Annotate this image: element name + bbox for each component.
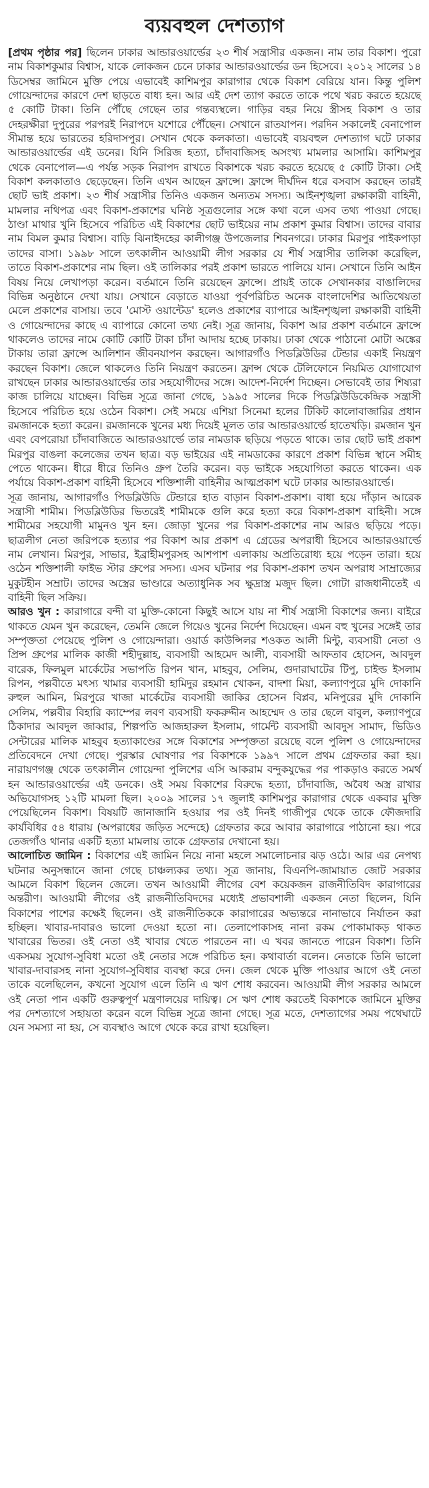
article-headline: ব্যয়বহুল দেশত্যাগ <box>144 15 285 37</box>
paragraph-text: সূত্র জানায়, আগারগাঁও পিডব্লিউডি টেন্ডারে হাত বাড়ান বিকাশ-প্রকাশ। বাধা হয়ে দাঁড়ান আরেক সন্ত্রাসী শামীম। পিডব্লিউডির ভিতরেই শামীমকে গুলি করে হত্যা করে বিকাশ-প্রকাশ বাহিনী। সঙ্গে শামীমের সহযোগী মামুনও খুন হন। জোড়া খুনের পর বিকাশ-প্রকাশের নাম আরও ছড়িয়ে পড়ে। ছাত্রলীগ নেতা জরিপকে হত্যার পর বিকাশ আর প্রকাশ এ গ্রেডের অপরাধী হিসেবে আন্ডারওয়ার্ল্ডে নাম লেখান। মিরপুর, সাভার, ইব্রাহীমপুরসহ আশপাশ এলাকায় অপ্রতিরোধ্য হয়ে পড়েন তারা। হয়ে ওঠেন শক্তিশালী ফাইভ স্টার গ্রুপের সদস্য। এসব ঘটনার পর বিকাশ-প্রকাশ তখন অপরাধ সাম্রাজ্যের মুকুটহীন সম্রাট। তাদের অস্ত্রের ভাণ্ডারে অত্যাধুনিক সব ক্ষুদ্রাস্ত্র মজুদ ছিল। গোটা রাজধানীতেই এ বাহিনী ছিল সক্রিয়। <box>8 491 421 605</box>
continuation-label: [প্রথম পৃষ্ঠার পর] <box>8 47 82 59</box>
paragraph-tender <box>8 491 421 606</box>
paragraph-text: ছিলেন ঢাকার আন্ডারওয়ার্ল্ডের ২৩ শীর্ষ সন্ত্রাসীর একজন। নাম তার বিকাশ। পুরো নাম বিকাশকুমার বিশ্বাস, যাকে লোকজন চেনে ঢাকার আন্ডারওয়ার্ল্ডের ডন হিসেবে। ২০১২ সালের ১৪ ডিসেম্বর জামিনে মুক্তি পেয়ে এভাবেই কাশিমপুর কারাগার থেকে বিকাশ বেরিয়ে যান। কিন্তু পুলিশ গোয়েন্দাদের কারণে দেশ ছাড়তে বাধ্য হন। আর এই দেশ ত্যাগ করতে তাকে পথে খরচ করতে হয়েছে ৫ কোটি টাকা। তিনি পৌঁছে গেছেন তার গন্তব্যস্থলে। গাড়ির বহর নিয়ে স্ত্রীসহ বিকাশ ও তার দেহরক্ষীরা দুপুরের পরপরই নিরাপদে যশোরে পৌঁছেন। সেখানে রাতযাপন। পরদিন সকালেই বেনাপোল সীমান্ত হয়ে ভারতের হরিদাসপুর। সেখান থেকে কলকাতা। এভাবেই ব্যয়বহুল দেশত্যাগ ঘটে ঢাকার আন্ডারওয়ার্ল্ডের এই ডনের। যিনি সিরিজ হত্যা, চাঁদাবাজিসহ অসংখ্য মামলার আসামি। কাশিমপুর থেকে বেনাপোল—এ পর্যন্ত সড়ক নিরাপদ রাখতে বিকাশকে খরচ করতে হয়েছে ৫ কোটি টাকা। সেই বিকাশ কলকাতাও ছেড়েছেন। তিনি এখন আছেন ফ্রান্সে। ফ্রান্সে দীর্ঘদিন ধরে বসবাস করছেন তারই ছোট ভাই প্রকাশ। ২৩ শীর্ষ সন্ত্রাসীর তিনিও একজন অন্যতম সদস্য। আইনশৃঙ্খলা রক্ষাকারী বাহিনী, মামলার নথিপত্র এবং বিকাশ-প্রকাশের ঘনিষ্ঠ সূত্রগুলোর সঙ্গে কথা বলে এসব তথ্য পাওয়া গেছে। ঠাণ্ডা মাথার খুনি হিসেবে পরিচিত এই বিকাশের ছোট ভাইয়ের নাম প্রকাশ কুমার বিশ্বাস। তাদের বাবার নাম বিমল কুমার বিশ্বাস। বাড়ি ঝিনাইদহের কালীগঞ্জ উপজেলার শিবনগরে। ঢাকার মিরপুর পাইকপাড়া তাদের বাসা। ১৯৯৮ সালে তৎকালীন আওয়ামী লীগ সরকার যে শীর্ষ সন্ত্রাসীর তালিকা করেছিল, তাতে বিকাশ-প্রকাশের নাম ছিল। ওই তালিকার পরই প্রকাশ ভারতে পালিয়ে যান। সেখানে তিনি আইন বিষয় নিয়ে লেখাপড়া করেন। বর্তমানে তিনি রয়েছেন ফ্রান্সে। প্রায়ই তাকে সেখানকার বাঙালিদের বিভিন্ন অনুষ্ঠানে দেখা যায়। সেখানে বেড়াতে যাওয়া পূর্বপরিচিত অনেক বাংলাদেশির আতিথেয়তা মেলে প্রকাশের বাসায়। তবে 'মোস্ট ওয়ান্টেড' হলেও প্রকাশের ব্যাপারে আইনশৃঙ্খলা রক্ষাকারী বাহিনী ও গোয়েন্দাদের কাছে এ ব্যাপারে কোনো তথ্য নেই। সূত্র জানায়, বিকাশ আর প্রকাশ বর্তমানে ফ্রান্সে থাকলেও তাদের নামে কোটি কোটি টাকা চাঁদা আদায় হচ্ছে ঢাকায়। ঢাকা থেকে পাঠানো মোটা অঙ্কের টাকায় তারা ফ্রান্সে আলিশান জীবনযাপন করছেন। আগারগাঁও পিডব্লিউডির টেন্ডার একাই নিয়ন্ত্রণ করছেন বিকাশ। জেলে থাকলেও তিনি নিয়ন্ত্রণ করতেন। ফ্রান্স থেকে টেলিফোনে নিয়মিত যোগাযোগ রাখছেন ঢাকার আন্ডারওয়ার্ল্ডের তার সহযোগীদের সঙ্গে। আদেশ-নির্দেশ দিচ্ছেন। সেভাবেই তার শিষ্যরা কাজ চালিয়ে যাচ্ছেন। বিভিন্ন সূত্রে জানা গেছে, ১৯৯৫ সালের দিকে পিডব্লিউডিকেন্দ্রিক সন্ত্রাসী হিসেবে পরিচিত হয়ে ওঠেন বিকাশ। সেই সময়ে এশিয়া সিনেমা হলের টিকিট কালোবাজারির প্রধান রমজানকে হত্যা করেন। রমজানকে খুনের মধ্য দিয়েই মূলত তার আন্ডারওয়ার্ল্ডে হাতেখড়ি। রমজান খুন এবং বেপরোয়া চাঁদাবাজিতে আন্ডারওয়ার্ল্ডে তার নামডাক ছড়িয়ে পড়তে থাকে। তার ছোট ভাই প্রকাশ মিরপুর বাঙলা কলেজের তখন ছাত্র। বড় ভাইয়ের এই নামডাকের কারণে প্রকাশ বিভিন্ন স্থানে সমীহ পেতে থাকেন। ধীরে ধীরে তিনিও গ্রুপ তৈরি করেন। বড় ভাইকে সহযোগিতা করতে থাকেন। এক পর্যায়ে বিকাশ-প্রকাশ বাহিনী হিসেবে শক্তিশালী বাহিনীর আত্মপ্রকাশ ঘটে ঢাকার আন্ডারওয়ার্ল্ডে। <box>8 47 421 490</box>
article-body <box>8 46 421 1036</box>
subhead-discussed-bail: আলোচিত জামিন : <box>8 850 91 863</box>
paragraph-more-murders <box>8 605 421 849</box>
paragraph-text: কারাগারে বন্দী বা মুক্তি-কোনো কিছুই আসে যায় না শীর্ষ সন্ত্রাসী বিকাশের জন্য। বাইরে থাকতে যেমন খুন করেছেন, তেমনি জেলে গিয়েও খুনের নির্দেশ দিয়েছেন। এমন বহু খুনের সঙ্গেই তার সম্পৃক্ততা পেয়েছে পুলিশ ও গোয়েন্দারা। ওয়ার্ড কাউন্সিলর শওকত আলী মিন্টু, ব্যবসায়ী নেতা ও প্রিন্স গ্রুপের মালিক কাজী শহীদুল্লাহ, ব্যবসায়ী আহমেদ আলী, ব্যবসায়ী আফতাব হোসেন, আবদুল বারেক, ফিলমুল মার্কেটের সভাপতি রিপন খান, মাহবুব, সেলিম, গুদারাঘাটের টিপু, চাইল্ড ইসলাম রিপন, পল্লবীতে মৎস্য খামার ব্যবসায়ী হামিদুর রহমান খোকন, বাদশা মিয়া, কল্যাণপুরে মুদি দোকানি রুহুল আমিন, মিরপুরে খাজা মার্কেটের ব্যবসায়ী জাকির হোসেন বিপ্লব, মনিপুরের মুদি দোকানি সেলিম, পল্লবীর বিহারি ক্যাম্পের লবণ ব্যবসায়ী ফকরুদ্দীন আহম্মেদ ও তার ছেলে বাবুল, কল্যাণপুরে ঠিকাদার আবদুল জাব্বার, শিল্পপতি আজহারুল ইসলাম, গার্মেন্ট ব্যবসায়ী আবদুস সামাদ, ভিডিও সেন্টারের মালিক মাহবুব হত্যাকাণ্ডের সঙ্গে বিকাশের সম্পৃক্ততা রয়েছে বলে পুলিশ ও গোয়েন্দাদের প্রতিবেদনে দেখা গেছে। পুরস্কার ঘোষণার পর বিকাশকে ১৯৯৭ সালে প্রথম গ্রেফতার করা হয়। নারায়ণগঞ্জ থেকে তৎকালীন গোয়েন্দা পুলিশের এসি আকরাম বন্দুকযুদ্ধের পর পাকড়াও করতে সমর্থ হন আন্ডারওয়ার্ল্ডের এই ডনকে। ওই সময় বিকাশের বিরুদ্ধে হত্যা, চাঁদাবাজি, অবৈধ অস্ত্র রাখার অভিযোগসহ ১২টি মামলা ছিল। ২০০৯ সালের ১৭ জুলাই কাশিমপুর কারাগার থেকে একবার মুক্তি পেয়েছিলেন বিকাশ। বিষয়টি জানাজানি হওয়ার পর ওই দিনই গাজীপুর থেকে তাকে ফৌজদারি কার্যবিধির ৫৪ ধারায় (অপরাধের জড়িত সন্দেহে) গ্রেফতার করে আবার কারাগারে পাঠানো হয়। পরে তেজগাঁও থানার একটি হত্যা মামলায় তাকে গ্রেফতার দেখানো হয়। <box>8 606 421 848</box>
paragraph-discussed-bail <box>8 849 421 1035</box>
paragraph-intro <box>8 46 421 491</box>
subhead-more-murders: আরও খুন : <box>8 606 60 619</box>
paragraph-text: বিকাশের এই জামিন নিয়ে নানা মহলে সমালোচনার ঝড় ওঠে। আর এর নেপথ্য ঘটনার অনুসন্ধানে জানা গেছে চাঞ্চল্যকর তথ্য। সূত্র জানায়, বিএনপি-জামায়াত জোট সরকার আমলে বিকাশ ছিলেন জেলে। তখন আওয়ামী লীগের বেশ কয়েকজন রাজনীতিবিদ কারাগারের অন্তরীণ। আওয়ামী লীগের ওই রাজনীতিবিদদের মধ্যেই প্রভাবশালী একজন নেতা ছিলেন, যিনি বিকাশের পাশের কক্ষেই ছিলেন। ওই রাজনীতিককে কারাগারের অভ্যন্তরে নানাভাবে নির্যাতন করা হচ্ছিল। খাবার-দাবারও ভালো দেওয়া হতো না। তেলাপোকাসহ নানা রকম পোকামাকড় থাকত খাবারের ভিতর। ওই নেতা ওই খাবার খেতে পারতেন না। এ খবর জানতে পারেন বিকাশ। তিনি একসময় সুযোগ-সুবিধা মতো ওই নেতার সঙ্গে পরিচিত হন। কথাবার্তা বলেন। নেতাকে তিনি ভালো খাবার-দাবারসহ নানা সুযোগ-সুবিধার ব্যবস্থা করে দেন। জেল থেকে মুক্তি পাওয়ার আগে ওই নেতা তাকে বলেছিলেন, কখনো সুযোগ এলে তিনি এ ঋণ শোধ করবেন। আওয়ামী লীগ সরকার আমলে ওই নেতা পান একটি গুরুত্বপূর্ণ মন্ত্রণালয়ের দায়িত্ব। সে ঋণ শোধ করতেই বিকাশকে জামিনে মুক্তির পর দেশত্যাগে সহায়তা করেন বলে বিভিন্ন সূত্রে জানা গেছে। সূত্র মতে, দেশত্যাগের সময় পথেঘাটে যেন সমস্যা না হয়, সে ব্যবস্থাও আগে থেকে করে রাখা হয়েছিল। <box>8 850 421 1035</box>
